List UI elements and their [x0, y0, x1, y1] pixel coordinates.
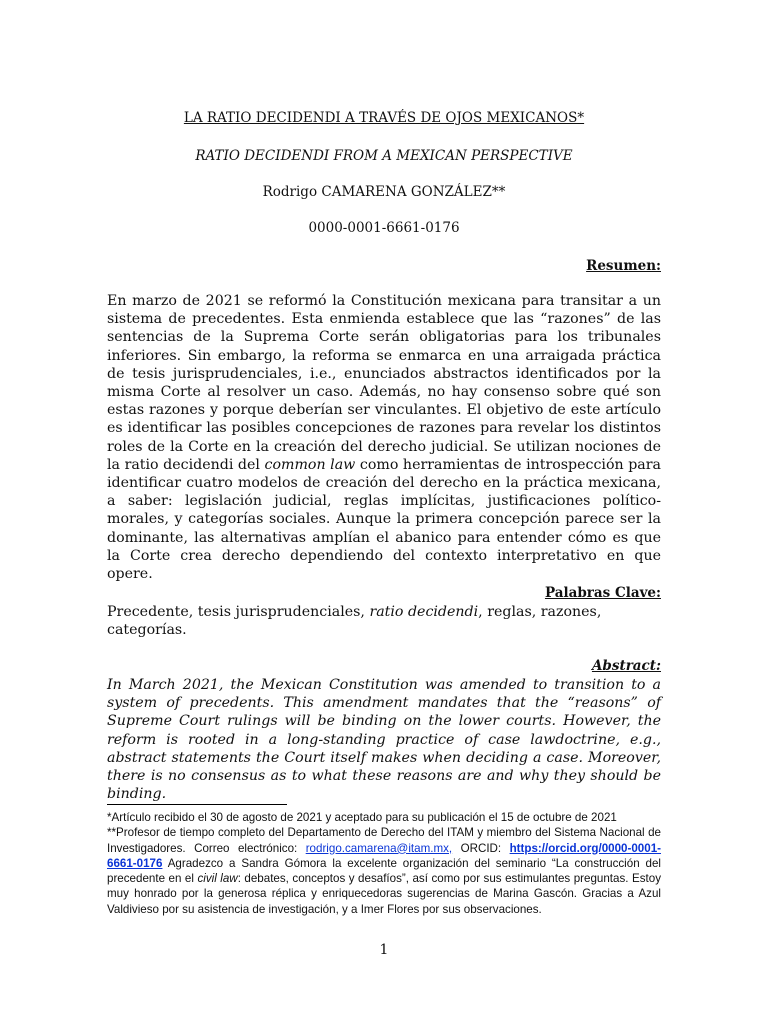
resumen-heading: Resumen: — [586, 258, 661, 274]
orcid-link[interactable]: https://orcid.org/0000-0001-6661-0176 — [107, 841, 661, 870]
author-orcid: 0000-0001-6661-0176 — [308, 220, 460, 236]
footnote-divider — [107, 804, 287, 805]
footnote-2-part-b: ORCID: — [452, 841, 510, 855]
footnote-1: *Artículo recibido el 30 de agosto de 2021 y aceptado para su publicación el 15 de octubre de 2021 — [107, 811, 617, 824]
paper-subtitle: RATIO DECIDENDI FROM A MEXICAN PERSPECTIVE — [195, 148, 573, 164]
paper-title: LA RATIO DECIDENDI A TRAVÉS DE OJOS MEXICANOS* — [183, 110, 585, 126]
keywords-paragraph — [107, 603, 661, 639]
page-number: 1 — [379, 942, 389, 958]
resumen-text-italic: common law — [264, 456, 356, 473]
footnote-2-italic: civil law — [197, 872, 238, 886]
author-name: Rodrigo CAMARENA GONZÁLEZ** — [262, 184, 506, 200]
footnotes — [107, 810, 661, 917]
keywords-heading: Palabras Clave: — [544, 585, 661, 601]
resumen-text-part-2: como herramientas de introspección para identificar cuatro modelos de creación del derecho en la práctica mexicana, a saber: legislación judicial, reglas implícitas, justificaciones político-morales, y categorías sociales. Aunque la primera concepción parece ser la dominante, las alternativas amplían el abanico para entender cómo es que la Corte crea derecho dependiendo del contexto interpretativo en que opere. — [107, 456, 661, 583]
keywords-text-part-2: , reglas, razones, categorías. — [107, 604, 602, 639]
footnote-2 — [107, 825, 661, 917]
resumen-paragraph — [107, 292, 661, 583]
footnote-2-part-d: : debates, conceptos y desafíos”, así como por sus estimulantes preguntas. Estoy muy honrado por la generosa réplica y enriquecedoras sugerencias de Marina Gascón. Gracias a Azul Valdivieso por su asistencia de investigación, y a Imer Flores por sus observaciones. — [107, 872, 661, 916]
abstract-heading: Abstract: — [591, 658, 661, 674]
footnote-2-part-a: **Profesor de tiempo completo del Departamento de Derecho del ITAM y miembro del Sistema Nacional de Investigadores. Correo electrónico: — [107, 826, 661, 855]
keywords-text-italic: ratio decidendi — [369, 604, 479, 620]
author-email-link[interactable]: rodrigo.camarena@itam.mx, — [305, 841, 453, 855]
resumen-text-part-1: En marzo de 2021 se reformó la Constitución mexicana para transitar a un sistema de precedentes. Esta enmienda establece que las “razones” de las sentencias de la Suprema Corte serán obligatorias para los tribunales inferiores. Sin embargo, la reforma se enmarca en una arraigada práctica de tesis jurisprudenciales, i.e., enunciados abstractos identificados por la misma Corte al resolver un caso. Además, no hay consenso sobre qué son estas razones y porque deberían ser vinculantes. El objetivo de este artículo es identificar las posibles concepciones de razones para revelar los distintos roles de la Corte en la creación del derecho judicial. Se utilizan nociones de la ratio decidendi del — [107, 293, 661, 473]
keywords-text-part-1: Precedente, tesis jurisprudenciales, — [107, 604, 370, 620]
footnote-2-part-c: Agradezco a Sandra Gómora la excelente organización del seminario “La construcción del precedente en el — [107, 856, 661, 886]
abstract-paragraph: In March 2021, the Mexican Constitution was amended to transition to a system of precedents. This amendment mandates that the “reasons” of Supreme Court rulings will be binding on the lower courts. However, the reform is rooted in a long-standing practice of case lawdoctrine, e.g., abstract statements the Court itself makes when deciding a case. Moreover, there is no consensus as to what these reasons are and why they should be binding. — [107, 677, 661, 803]
